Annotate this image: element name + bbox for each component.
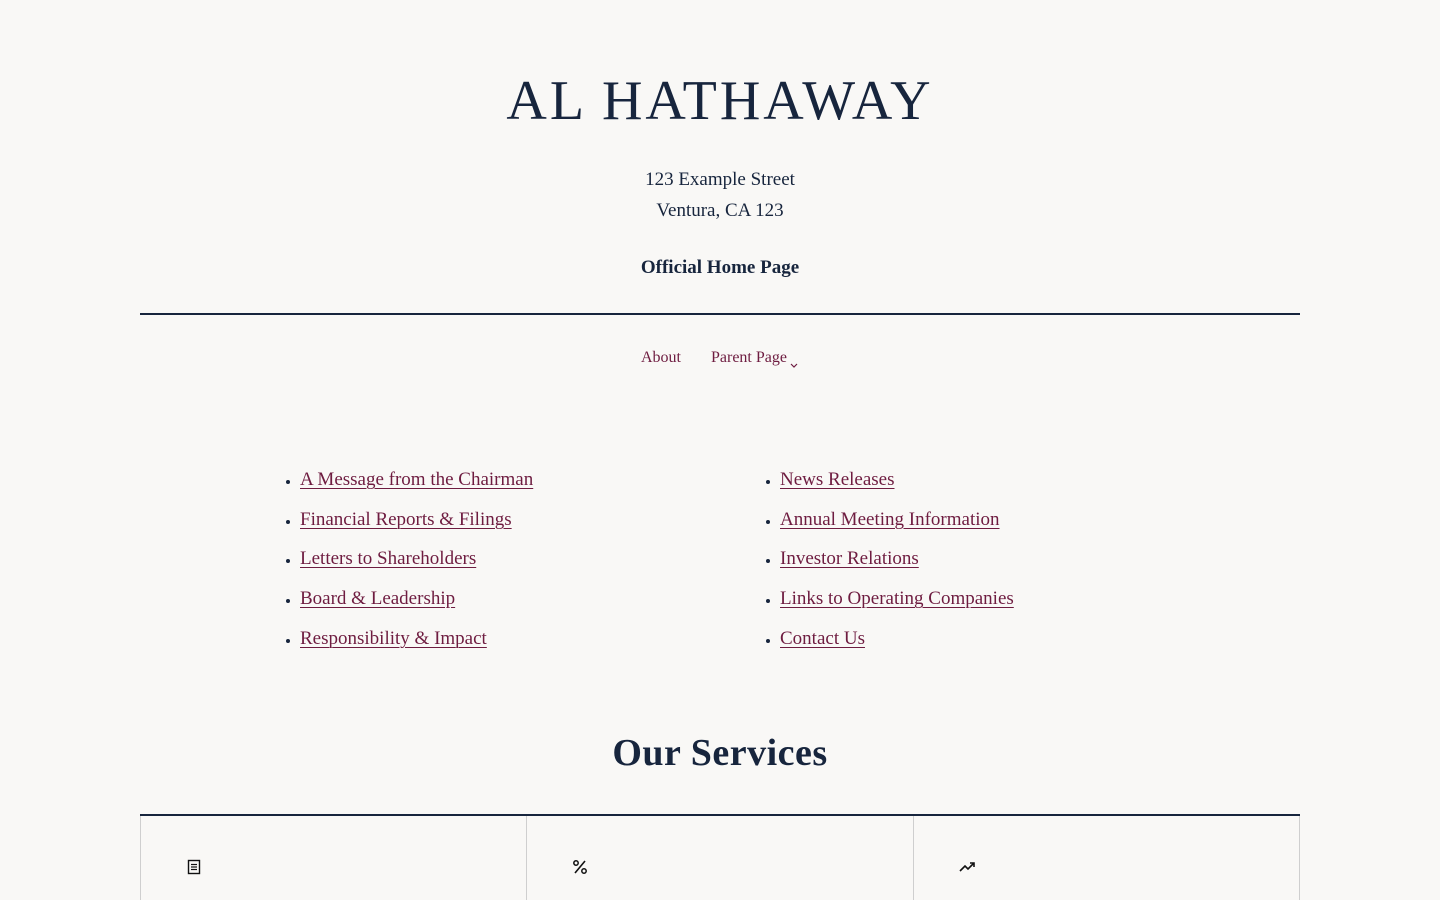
services-heading: Our Services [612, 732, 828, 774]
services-cards [140, 816, 1300, 900]
tagline: Official Home Page [640, 257, 800, 278]
link-responsibility-impact[interactable]: Responsibility & Impact [300, 627, 487, 649]
address-line-2: Ventura, CA 123 [656, 200, 784, 221]
main-nav [0, 346, 1440, 370]
nav-item-label: About [641, 349, 681, 366]
list-item [780, 585, 1014, 612]
link-list-left [300, 466, 533, 664]
link-board-leadership[interactable]: Board & Leadership [300, 588, 456, 610]
link-list-right [780, 466, 1014, 664]
service-card [913, 816, 1300, 900]
link-investor-relations[interactable]: Investor Relations [780, 548, 919, 570]
link-contact-us[interactable]: Contact Us [780, 627, 865, 649]
nav-item-about[interactable] [641, 346, 681, 370]
link-news-releases[interactable]: News Releases [780, 469, 895, 490]
list-item [780, 625, 1014, 652]
list-item [300, 466, 533, 493]
nav-item-label: Parent Page [711, 349, 787, 366]
site-title[interactable]: AL HATHAWAY [506, 70, 934, 132]
address-line-1: 123 Example Street [645, 169, 795, 190]
nav-item-parent-page[interactable] [711, 346, 799, 370]
link-operating-companies[interactable]: Links to Operating Companies [780, 588, 1014, 610]
trending-up-icon [958, 858, 976, 876]
percent-icon [571, 858, 589, 876]
service-card [140, 816, 526, 900]
link-letters-to-shareholders[interactable]: Letters to Shareholders [300, 548, 477, 570]
list-item [780, 506, 1014, 533]
list-item [300, 585, 533, 612]
list-item [780, 466, 1014, 493]
header-divider [140, 313, 1300, 315]
service-card [526, 816, 912, 900]
list-item [780, 545, 1014, 572]
link-financial-reports[interactable]: Financial Reports & Filings [300, 508, 512, 530]
list-item [300, 506, 533, 533]
document-icon [185, 858, 203, 876]
chevron-down-icon [789, 354, 799, 364]
address [0, 164, 1440, 226]
list-item [300, 545, 533, 572]
list-item [300, 625, 533, 652]
link-chairman-message[interactable]: A Message from the Chairman [300, 469, 534, 490]
link-annual-meeting[interactable]: Annual Meeting Information [780, 508, 1000, 530]
